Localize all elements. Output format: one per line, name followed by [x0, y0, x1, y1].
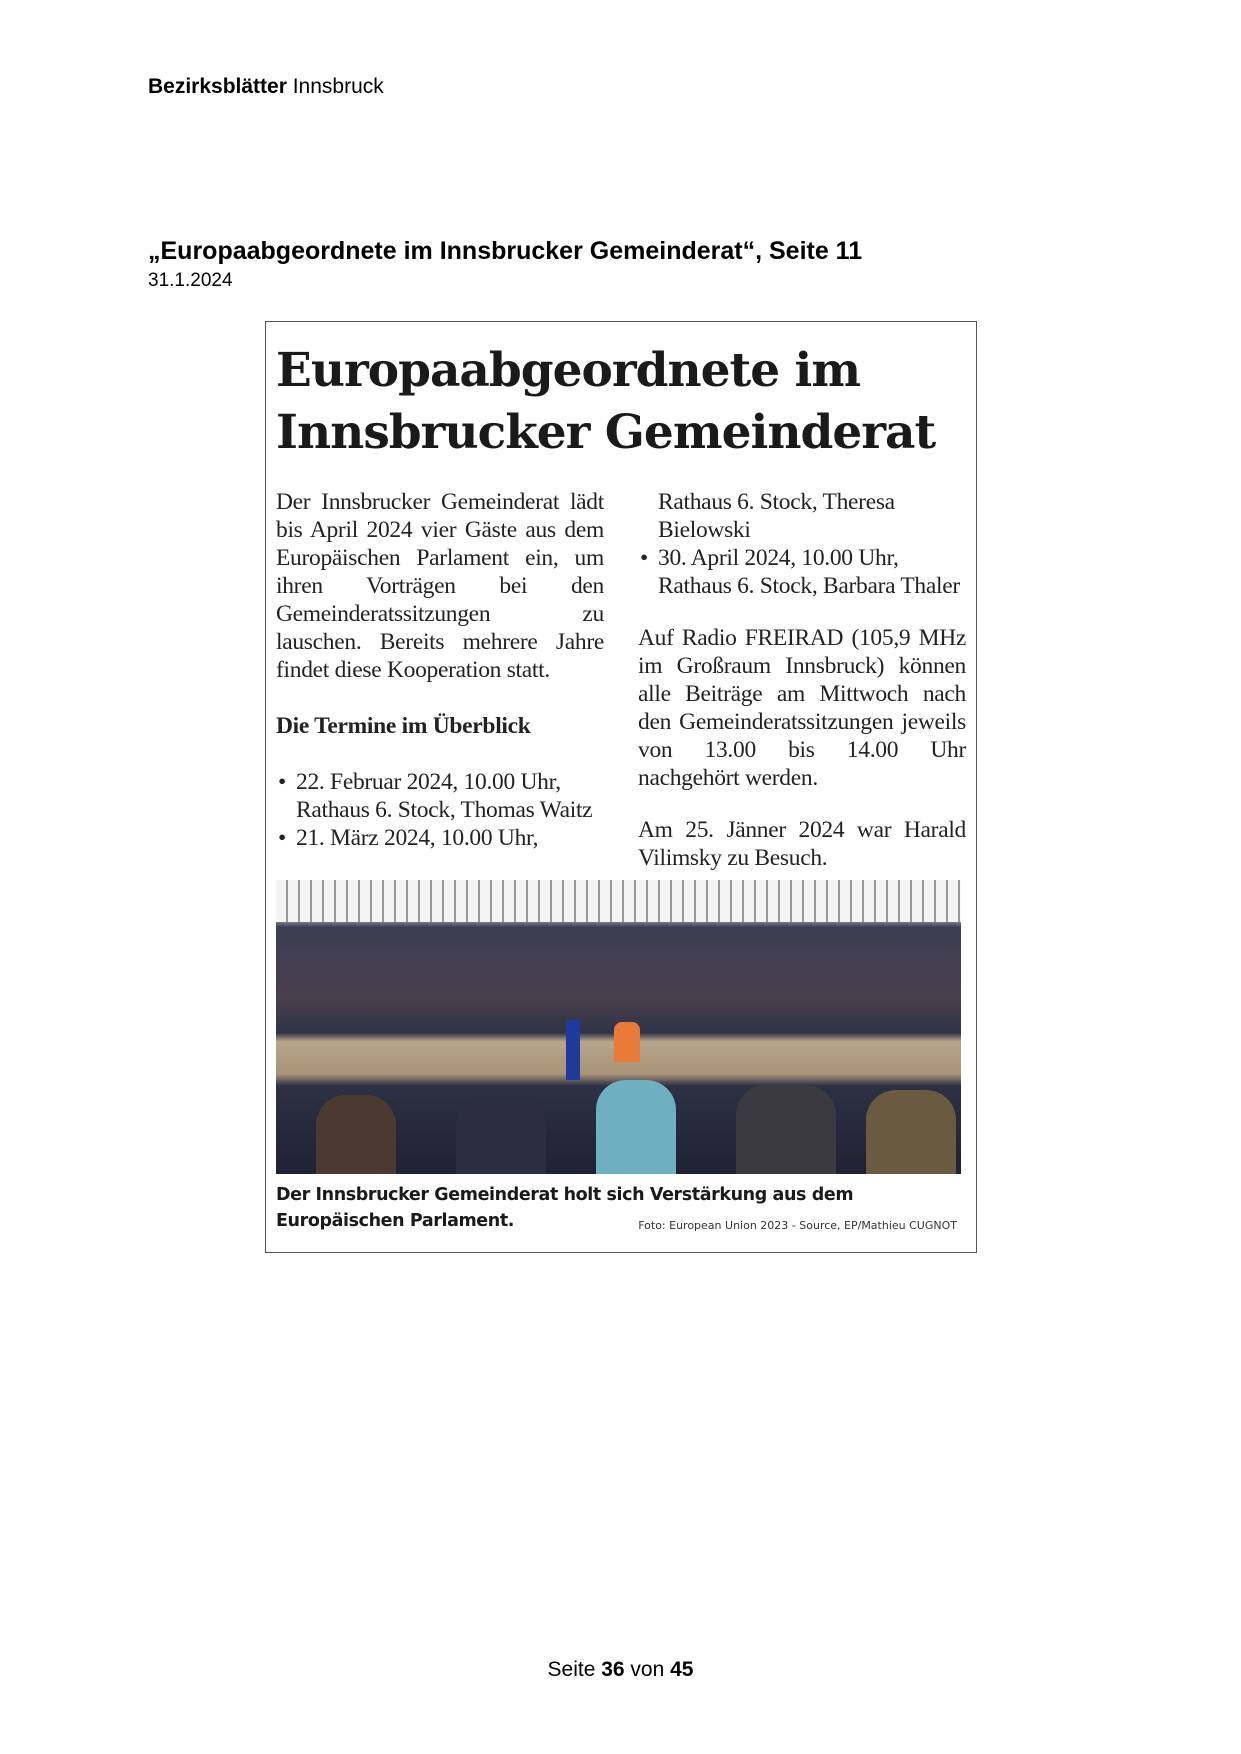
headline-line: Innsbrucker Gemeinderat [276, 405, 936, 460]
dates-list-continued [638, 488, 966, 600]
dates-list [276, 768, 604, 852]
subheading: Die Termine im Überblick [276, 713, 531, 739]
radio-paragraph: Auf Radio FREIRAD (105,9 MHz im Großraum Innsbruck) können alle Beiträge am Mittwoch nach den Gemeinderatssitzungen jeweils von 13.00 bis 14.00 Uhr nachgehört werden. [638, 625, 966, 791]
date-item: • 21. März 2024, 10.00 Uhr, [276, 824, 604, 852]
headline-line: Europaabgeordnete im [276, 343, 861, 398]
date-item: • 30. April 2024, 10.00 Uhr, Rathaus 6. Stock, Barbara Thaler [638, 544, 966, 600]
headline [276, 340, 966, 464]
photo-caption: Der Innsbrucker Gemeinderat holt sich Verstärkung aus dem Europäischen Parlament. [276, 1185, 854, 1231]
parliament-photo [276, 880, 961, 1174]
photo-credit: Foto: European Union 2023 - Source, EP/Mathieu CUGNOT [638, 1219, 957, 1232]
date-item-continued: Rathaus 6. Stock, Theresa Bielowski [658, 489, 895, 543]
publication-header [148, 75, 384, 99]
visit-paragraph: Am 25. Jänner 2024 war Harald Vilimsky zu Besuch. [638, 817, 966, 871]
footer-text: von [624, 1658, 671, 1681]
page-footer [0, 1658, 1241, 1682]
column-right [638, 488, 966, 872]
article-date: 31.1.2024 [148, 270, 233, 291]
caption-area [276, 1182, 961, 1236]
page-total: 45 [670, 1658, 694, 1681]
date-item: • 22. Februar 2024, 10.00 Uhr, Rathaus 6. Stock, Thomas Waitz [276, 768, 604, 824]
column-left [276, 488, 604, 852]
publication-region: Innsbruck [286, 75, 384, 98]
publication-name: Bezirksblätter [148, 75, 287, 98]
page-number: 36 [601, 1658, 625, 1681]
article-title: „Europaabgeordnete im Innsbrucker Gemeinderat“, Seite 11 [148, 237, 863, 265]
text-columns [276, 488, 966, 872]
newspaper-clipping [265, 321, 977, 1253]
intro-paragraph: Der Innsbrucker Gemeinderat lädt bis April 2024 vier Gäste aus dem Europäischen Parlament ein, um ihren Vorträgen bei den Gemeinderatssitzungen zu lauschen. Bereits mehrere Jahre findet diese Kooperation statt. [276, 489, 604, 683]
footer-text: Seite [547, 1658, 602, 1681]
